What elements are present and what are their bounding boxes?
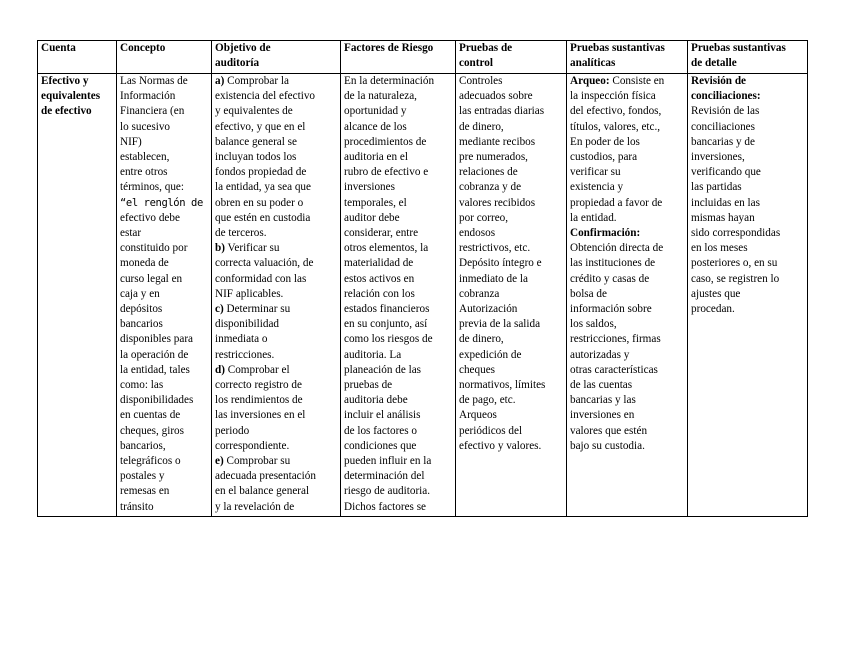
cell-factores-riesgo <box>341 74 456 517</box>
analytical-line: Obtención directa de <box>570 242 664 255</box>
control-line: Controles <box>459 75 503 87</box>
risk-line: En la determinación <box>344 75 435 87</box>
concept-line: constituido por <box>120 242 188 255</box>
objective-text: Comprobar su <box>223 455 291 468</box>
risk-line: relación con los <box>344 287 415 300</box>
concept-line: cheques, giros <box>120 424 185 437</box>
objective-line <box>215 469 338 484</box>
objective-line <box>215 363 338 378</box>
objective-text: correcto registro de <box>215 379 302 392</box>
objective-line <box>215 256 338 271</box>
header-line: Objetivo de <box>215 42 271 54</box>
objective-line <box>215 226 338 241</box>
control-line: adecuados sobre <box>459 90 533 103</box>
control-line: las entradas diarias <box>459 105 545 118</box>
header-pruebas-control <box>456 41 567 74</box>
concept-line: tránsito <box>120 500 154 513</box>
analytical-line: autorizadas y <box>570 348 630 361</box>
objective-text: los rendimientos de <box>215 394 303 407</box>
objective-item-label: c) <box>215 303 224 316</box>
cell-pruebas-detalle <box>688 74 808 517</box>
objective-item-label: b) <box>215 242 225 255</box>
concept-line: como: las <box>120 379 164 392</box>
objective-text: Comprobar el <box>224 363 290 376</box>
analytical-line <box>570 120 685 135</box>
concept-line: NIF) <box>120 135 142 148</box>
objective-text: las inversiones en el <box>215 409 306 422</box>
risk-line: alcance de los <box>344 120 407 133</box>
analytical-text: custodios, para <box>570 151 638 164</box>
concept-line: moneda de <box>120 257 169 270</box>
objective-text: incluyan todos los <box>215 151 297 164</box>
detail-line: en los meses <box>691 242 748 255</box>
concept-line: depósitos <box>120 303 163 316</box>
objective-line <box>215 332 338 347</box>
concept-line: estar <box>120 227 142 240</box>
objective-text: correcta valuación, de <box>215 257 314 270</box>
control-line: restrictivos, etc. <box>459 242 531 255</box>
analytical-text: verificar su <box>570 166 621 179</box>
header-line: Pruebas de <box>459 42 513 54</box>
objective-text: Verificar su <box>224 242 280 255</box>
control-line: periódicos del <box>459 424 523 437</box>
risk-line: pueden influir en la <box>344 455 432 468</box>
objective-line <box>215 89 338 104</box>
concept-line: telegráficos o <box>120 455 181 468</box>
analytical-line <box>570 89 685 104</box>
analytical-line: crédito y casas de <box>570 272 650 285</box>
analytical-text: En poder de los <box>570 135 640 148</box>
control-line: previa de la salida <box>459 318 541 331</box>
concept-line: la operación de <box>120 348 189 361</box>
analytical-line: información sobre <box>570 303 652 316</box>
risk-line: riesgo de auditoria. <box>344 485 431 498</box>
objective-text: existencia del efectivo <box>215 90 316 103</box>
analytical-line <box>570 211 685 226</box>
objective-text: fondos propiedad de <box>215 166 307 179</box>
risk-line: oportunidad y <box>344 105 407 118</box>
detail-line: procedan. <box>691 303 735 316</box>
detail-line: inversiones, <box>691 151 745 164</box>
risk-line: otros elementos, la <box>344 242 429 255</box>
analytical-line: las instituciones de <box>570 257 656 270</box>
header-pruebas-analiticas <box>567 41 688 74</box>
detail-line: verificando que <box>691 166 761 179</box>
objective-line <box>215 241 338 256</box>
detail-line: Revisión de las <box>691 105 760 118</box>
objective-text: periodo <box>215 424 250 437</box>
objective-text: inmediata o <box>215 333 268 346</box>
control-line: cobranza <box>459 287 500 300</box>
risk-line: temporales, el <box>344 196 407 209</box>
analytical-text: Consiste en <box>609 75 665 87</box>
analytical-line <box>570 150 685 165</box>
detail-label: conciliaciones: <box>691 90 761 103</box>
analytical-line <box>570 180 685 195</box>
objective-text: la entidad, ya sea que <box>215 181 311 194</box>
risk-line: considerar, entre <box>344 227 419 240</box>
analytical-line <box>570 74 685 89</box>
concept-line: bancarios <box>120 318 163 331</box>
account-line: equivalentes <box>41 90 101 103</box>
objective-line <box>215 165 338 180</box>
analytical-line <box>570 104 685 119</box>
header-line: Concepto <box>120 42 166 54</box>
control-line: cobranza y de <box>459 181 522 194</box>
concept-line: términos, que: <box>120 181 185 194</box>
objective-text: correspondiente. <box>215 439 290 452</box>
account-line: Efectivo y <box>41 75 89 87</box>
concept-line: remesas en <box>120 485 170 498</box>
objective-text: de terceros. <box>215 227 267 240</box>
concept-line: Financiera (en <box>120 105 185 118</box>
control-line: de dinero, <box>459 333 504 346</box>
objective-line <box>215 302 338 317</box>
objective-text: Determinar su <box>223 303 291 316</box>
header-line: Pruebas sustantivas <box>570 42 665 54</box>
analytical-line: de las cuentas <box>570 379 633 392</box>
header-line: de detalle <box>691 57 737 70</box>
risk-line: pruebas de <box>344 379 393 392</box>
analytical-text: propiedad a favor de <box>570 196 663 209</box>
objective-text: balance general se <box>215 135 297 148</box>
objective-text: conformidad con las <box>215 272 307 285</box>
objective-line <box>215 74 338 89</box>
cell-objetivo <box>212 74 341 517</box>
risk-line: procedimientos de <box>344 135 427 148</box>
header-cuenta <box>38 41 117 74</box>
objective-line <box>215 454 338 469</box>
detail-line: ajustes que <box>691 287 741 300</box>
account-line: de efectivo <box>41 105 92 118</box>
detail-line: sido correspondidas <box>691 227 781 240</box>
analytical-line: bolsa de <box>570 287 607 300</box>
detail-line: caso, se registren lo <box>691 272 780 285</box>
detail-line: posteriores o, en su <box>691 257 778 270</box>
concept-line: disponibles para <box>120 333 194 346</box>
control-line: efectivo y valores. <box>459 439 542 452</box>
concept-line: caja y en <box>120 287 160 300</box>
objective-line <box>215 378 338 393</box>
detail-line: incluidas en las <box>691 196 760 209</box>
objective-text: y equivalentes de <box>215 105 293 118</box>
detail-line: mismas hayan <box>691 211 755 224</box>
control-line: Autorización <box>459 303 518 316</box>
objective-text: en el balance general <box>215 485 310 498</box>
control-line: por correo, <box>459 211 509 224</box>
objective-line <box>215 317 338 332</box>
analytical-line: bajo su custodia. <box>570 439 645 452</box>
detail-line: las partidas <box>691 181 742 194</box>
arqueo-label: Arqueo: <box>570 75 610 87</box>
objective-text: que estén en custodia <box>215 211 311 224</box>
concept-line: Información <box>120 90 176 103</box>
objective-line <box>215 408 338 423</box>
risk-line: auditoria. La <box>344 348 402 361</box>
analytical-line <box>570 135 685 150</box>
control-line: pre numerados, <box>459 151 528 164</box>
risk-line: auditoria en el <box>344 151 408 164</box>
detail-line: bancarias y de <box>691 135 755 148</box>
analytical-line <box>570 196 685 211</box>
risk-line: rubro de efectivo e <box>344 166 429 179</box>
objective-line <box>215 104 338 119</box>
header-objetivo <box>212 41 341 74</box>
control-line: endosos <box>459 227 496 240</box>
analytical-line: inversiones en <box>570 409 635 422</box>
objective-line <box>215 180 338 195</box>
cell-pruebas-analiticas <box>567 74 688 517</box>
analytical-line: valores que estén <box>570 424 648 437</box>
cell-cuenta <box>38 74 117 517</box>
control-line: Depósito íntegro e <box>459 257 542 270</box>
objective-line <box>215 272 338 287</box>
control-line: relaciones de <box>459 166 518 179</box>
concept-line: bancarios, <box>120 439 166 452</box>
concept-line: en cuentas de <box>120 409 181 422</box>
analytical-line: restricciones, firmas <box>570 333 661 346</box>
analytical-text: títulos, valores, etc., <box>570 120 661 133</box>
objective-line <box>215 196 338 211</box>
risk-line: inversiones <box>344 181 395 194</box>
risk-line: materialidad de <box>344 257 414 270</box>
control-line: de pago, etc. <box>459 394 516 407</box>
header-line: control <box>459 57 493 70</box>
objective-text: y la revelación de <box>215 500 295 513</box>
concept-line: efectivo debe <box>120 211 180 224</box>
objective-text: disponibilidad <box>215 318 280 331</box>
concept-line: lo sucesivo <box>120 120 171 133</box>
header-pruebas-detalle <box>688 41 808 74</box>
cell-pruebas-control <box>456 74 567 517</box>
objective-line <box>215 135 338 150</box>
objective-line <box>215 287 338 302</box>
confirmacion-label: Confirmación: <box>570 227 641 240</box>
objective-line <box>215 150 338 165</box>
control-line: expedición de <box>459 348 522 361</box>
header-line: Pruebas sustantivas <box>691 42 786 54</box>
concept-line: “el renglón de <box>120 196 203 209</box>
header-line: auditoría <box>215 57 260 70</box>
objective-text: efectivo, y que en el <box>215 120 306 133</box>
objective-item-label: a) <box>215 75 225 87</box>
header-line: Cuenta <box>41 42 76 54</box>
objective-line <box>215 348 338 363</box>
concept-line: curso legal en <box>120 272 183 285</box>
risk-line: de la naturaleza, <box>344 90 417 103</box>
objective-text: Comprobar la <box>224 75 289 87</box>
header-concepto <box>117 41 212 74</box>
header-line: Factores de Riesgo <box>344 42 434 54</box>
objective-line <box>215 484 338 499</box>
objective-item-label: e) <box>215 455 224 468</box>
analytical-text: la entidad. <box>570 211 617 224</box>
objective-text: restricciones. <box>215 348 275 361</box>
table-row <box>38 74 808 517</box>
analytical-text: del efectivo, fondos, <box>570 105 662 118</box>
objective-text: obren en su poder o <box>215 196 304 209</box>
analytical-line: bancarias y las <box>570 394 636 407</box>
control-line: mediante recibos <box>459 135 536 148</box>
risk-line: estados financieros <box>344 303 430 316</box>
risk-line: incluir el análisis <box>344 409 421 422</box>
risk-line: de los factores o <box>344 424 418 437</box>
table-header-row <box>38 41 808 74</box>
control-line: valores recibidos <box>459 196 536 209</box>
control-line: normativos, límites <box>459 379 546 392</box>
objective-item-label: d) <box>215 363 225 376</box>
objective-line <box>215 120 338 135</box>
risk-line: Dichos factores se <box>344 500 427 513</box>
header-line: analíticas <box>570 57 616 70</box>
control-line: de dinero, <box>459 120 504 133</box>
risk-line: condiciones que <box>344 439 417 452</box>
concept-line: Las Normas de <box>120 75 188 87</box>
risk-line: auditoria debe <box>344 394 408 407</box>
objective-line <box>215 500 338 515</box>
analytical-text: existencia y <box>570 181 624 194</box>
control-line: cheques <box>459 363 496 376</box>
analytical-line <box>570 165 685 180</box>
cell-concepto <box>117 74 212 517</box>
concept-line: la entidad, tales <box>120 363 190 376</box>
objective-line <box>215 393 338 408</box>
audit-program-table <box>37 40 808 517</box>
concept-line: disponibilidades <box>120 394 194 407</box>
control-line: inmediato de la <box>459 272 528 285</box>
analytical-line: los saldos, <box>570 318 617 331</box>
risk-line: estos activos en <box>344 272 415 285</box>
control-line: Arqueos <box>459 409 497 422</box>
objective-line <box>215 211 338 226</box>
concept-line: entre otros <box>120 166 168 179</box>
concept-line: establecen, <box>120 151 170 164</box>
risk-line: planeación de las <box>344 363 422 376</box>
objective-line <box>215 424 338 439</box>
objective-line <box>215 439 338 454</box>
risk-line: auditor debe <box>344 211 400 224</box>
risk-line: como los riesgos de <box>344 333 433 346</box>
objective-text: NIF aplicables. <box>215 287 284 300</box>
risk-line: en su conjunto, así <box>344 318 428 331</box>
analytical-line: otras características <box>570 363 658 376</box>
analytical-text: la inspección física <box>570 90 656 103</box>
detail-line: conciliaciones <box>691 120 755 133</box>
concept-line: postales y <box>120 470 165 483</box>
header-factores-riesgo <box>341 41 456 74</box>
detail-label: Revisión de <box>691 75 747 87</box>
objective-text: adecuada presentación <box>215 470 316 483</box>
risk-line: determinación del <box>344 470 425 483</box>
